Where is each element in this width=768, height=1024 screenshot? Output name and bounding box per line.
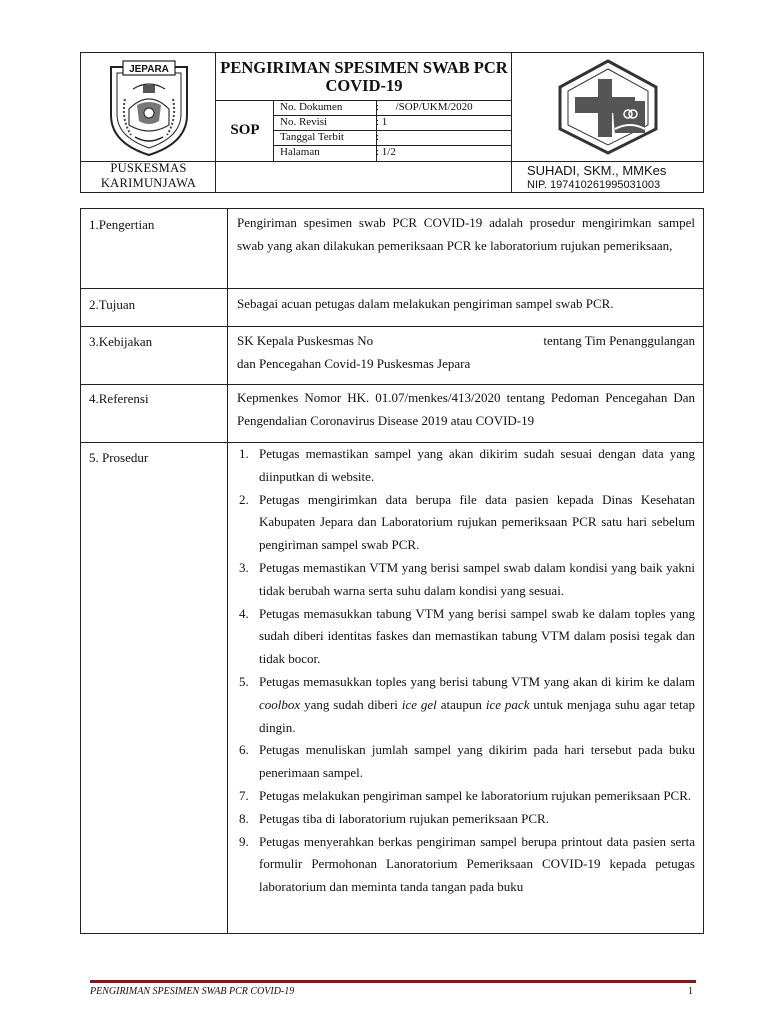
meta-row-issue-date bbox=[274, 130, 512, 145]
meta-key: No. Revisi bbox=[280, 116, 328, 128]
row-divider bbox=[81, 288, 703, 289]
step-text: ataupun bbox=[436, 696, 486, 712]
signer-block bbox=[512, 163, 705, 192]
step-text: Petugas memastikan sampel yang akan dikirim sudah sesuai dengan data yang diinputkan di website. bbox=[259, 446, 695, 484]
procedure-step bbox=[237, 831, 695, 899]
section-text-pengertian: Pengiriman spesimen swab PCR COVID-19 adalah prosedur mengirimkan sampel swab yang akan dilakukan pemeriksaan PCR ke laboratorium rujukan pemeriksaan, bbox=[237, 215, 695, 253]
section-text-tujuan: Sebagai acuan petugas dalam melakukan pengiriman sampel swab PCR. bbox=[237, 296, 614, 311]
kebijakan-text-line2: dan Pencegahan Covid-19 Puskesmas Jepara bbox=[237, 355, 471, 371]
step-text: Petugas melakukan pengiriman sampel ke laboratorium rujukan pemeriksaan PCR. bbox=[259, 787, 692, 803]
logo-text: JEPARA bbox=[129, 64, 169, 75]
step-emphasis: ice gel bbox=[401, 696, 437, 712]
step-text: Petugas memasukkan tabung VTM yang berisi sampel swab ke dalam toples yang sudah diberi identitas faskes dan memastikan tabung VTM dalam posisi tegak dan tidak bocor. bbox=[259, 605, 695, 667]
step-text: Petugas menuliskan jumlah sampel yang dikirim pada hari tersebut pada buku penerimaan sampel. bbox=[259, 742, 695, 781]
meta-key: Halaman bbox=[280, 146, 320, 158]
organization-line: PUSKESMAS bbox=[110, 161, 187, 175]
meta-key: Tanggal Terbit bbox=[280, 131, 344, 143]
sop-header-table bbox=[80, 52, 704, 193]
step-number: 8. bbox=[239, 810, 249, 826]
footer-page-number: 1 bbox=[688, 986, 693, 997]
procedure-step bbox=[237, 557, 695, 603]
sop-content-table bbox=[80, 208, 704, 934]
procedure-step bbox=[237, 785, 695, 808]
jepara-logo bbox=[97, 59, 201, 157]
puskesmas-logo bbox=[555, 59, 661, 155]
step-number: 9. bbox=[239, 833, 249, 849]
section-label-referensi: 4.Referensi bbox=[89, 391, 149, 406]
step-number: 2. bbox=[239, 491, 249, 507]
section-label-prosedur: 5. Prosedur bbox=[89, 450, 149, 465]
row-divider bbox=[81, 326, 703, 327]
meta-value: : bbox=[376, 131, 380, 143]
meta-value: : 1/2 bbox=[376, 146, 396, 158]
step-text: Petugas menyerahkan berkas pengiriman sampel berupa printout data pasien serta formulir Permohonan Lanoratorium Pemeriksaan COVID-19 kepada petugas laboratorium dan meminta tanda tangan pada buku bbox=[259, 833, 695, 895]
section-label-pengertian: 1.Pengertian bbox=[89, 217, 155, 232]
kebijakan-text-end: tentang Tim Penanggulangan bbox=[543, 333, 695, 348]
step-text: untuk menjaga suhu agar tetap dingin. bbox=[259, 696, 696, 735]
procedure-step bbox=[237, 808, 695, 831]
procedure-step bbox=[237, 443, 695, 489]
section-label-tujuan: 2.Tujuan bbox=[89, 297, 136, 312]
footer-title: PENGIRIMAN SPESIMEN SWAB PCR COVID-19 bbox=[90, 986, 295, 997]
signer-nip: NIP. 197410261995031003 bbox=[527, 179, 661, 191]
meta-value: : 1 bbox=[376, 116, 388, 128]
step-number: 1. bbox=[239, 446, 249, 461]
step-number: 7. bbox=[239, 787, 249, 803]
section-text-referensi: Kepmenkes Nomor HK. 01.07/menkes/413/2020 tentang Pedoman Pencegahan Dan Pengendalian Coronavirus Disease 2019 atau COVID-19 bbox=[237, 390, 695, 428]
step-text: Petugas memastikan VTM yang berisi sampel swab dalam kondisi yang baik yakni tidak berubah warna serta suhu dalam kondisi yang sesuai. bbox=[259, 559, 695, 598]
section-text-kebijakan bbox=[237, 330, 695, 376]
row-divider bbox=[81, 384, 703, 385]
meta-row-document-number bbox=[274, 100, 512, 115]
step-number: 4. bbox=[239, 605, 249, 621]
step-number: 5. bbox=[239, 673, 249, 689]
signer-name: SUHADI, SKM., MMKes bbox=[527, 163, 667, 178]
meta-key: No. Dokumen bbox=[280, 101, 343, 113]
meta-value: : /SOP/UKM/2020 bbox=[376, 101, 473, 113]
procedure-step bbox=[237, 603, 695, 671]
section-label-kebijakan: 3.Kebijakan bbox=[89, 334, 153, 349]
sop-label: SOP bbox=[230, 121, 260, 138]
meta-row-revision bbox=[274, 115, 512, 130]
step-text: yang sudah diberi bbox=[300, 696, 402, 712]
procedure-step bbox=[237, 739, 695, 785]
step-text: Petugas memasukkan toples yang berisi tabung VTM yang akan di kirim ke dalam bbox=[259, 673, 695, 689]
procedure-step bbox=[237, 671, 695, 739]
procedure-step bbox=[237, 489, 695, 557]
footer-rule bbox=[90, 980, 696, 983]
document-title: PENGIRIMAN SPESIMEN SWAB PCR COVID-19 bbox=[220, 58, 508, 95]
procedure-list bbox=[237, 443, 695, 899]
organization-line: KARIMUNJAWA bbox=[100, 176, 197, 190]
step-text: Petugas tiba di laboratorium rujukan pemeriksaan PCR. bbox=[259, 810, 549, 826]
meta-row-page bbox=[274, 145, 512, 160]
step-number: 3. bbox=[239, 559, 249, 575]
step-emphasis: coolbox bbox=[259, 696, 301, 712]
organization-name bbox=[81, 161, 216, 191]
kebijakan-text-start: SK Kepala Puskesmas No bbox=[237, 333, 374, 348]
step-emphasis: ice pack bbox=[485, 696, 530, 712]
procedure-list-container bbox=[81, 443, 703, 934]
step-number: 6. bbox=[239, 742, 249, 758]
step-text: Petugas mengirimkan data berupa file data pasien kepada Dinas Kesehatan Kabupaten Jepara dan Laboratorium rujukan pemeriksaan PCR satu hari sebelum pengiriman sampel swab PCR. bbox=[259, 491, 695, 553]
